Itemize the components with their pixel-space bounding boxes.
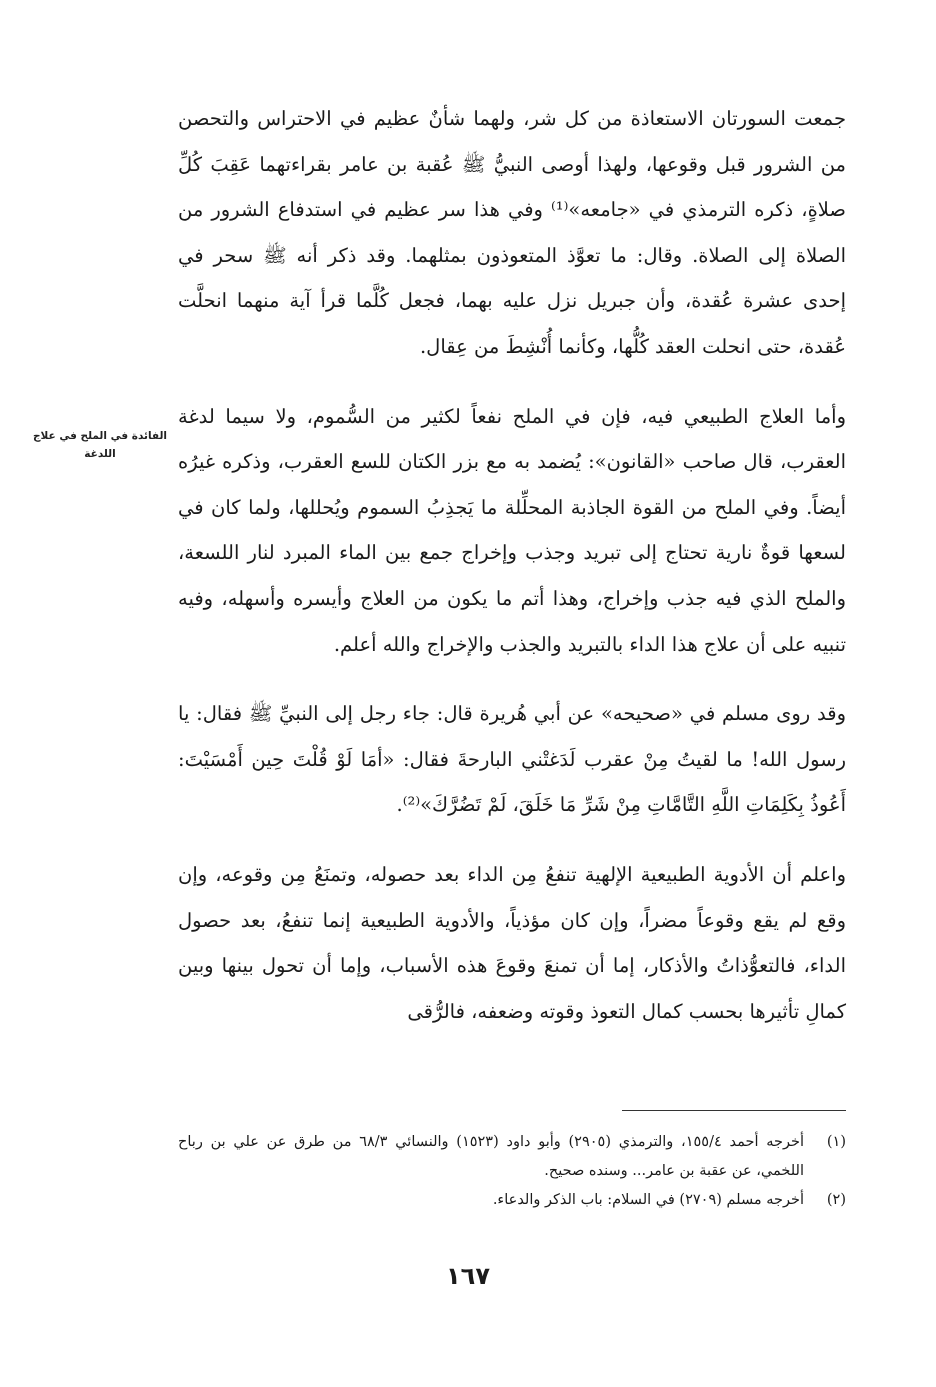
margin-note: الفائدة في الملح في علاج اللدغة [32,430,167,460]
footnote-text: أخرجه مسلم (٢٧٠٩) في السلام: باب الذكر والدعاء. [492,1192,804,1208]
main-text-body [178,96,846,1034]
paragraph-divine-remedies: واعلم أن الأدوية الطبيعية الإلهية تنفعُ مِن الداء بعد حصوله، وتمنَعُ مِن وقوعه، وإن وقع لم يقع وقوعاً مضراً، وإن كان مؤذياً، والأدوية الطبيعية إنما تنفعُ، بعد حصول الداء، فالتعوُّذاتُ والأذكار، إما أن تمنعَ وقوعَ هذه الأسباب، وإما أن تحول بينها وبين كمالِ تأثيرها بحسب كمال التعوذ وقوته وضعفه، فالرُّقى [178,862,846,1023]
footnote-1 [178,1128,846,1186]
paragraph-surahs-protection: جمعت السورتان الاستعاذة من كل شر، ولهما شأنٌ عظيم في الاحتراس والتحصن من الشرور قبل وقوعها، ولهذا أوصى النبيُّ ﷺ عُقبة بن عامر بقراءتهما عَقِبَ كُلِّ صلاةٍ، ذكره الترمذي في «جامعه»⁽¹⁾ وفي هذا سر عظيم في استدفاع الشرور من الصلاة إلى الصلاة. وقال: ما تعوَّذ المتعوذون بمثلهما. وقد ذكر أنه ﷺ سحر في إحدى عشرة عُقدة، وأن جبريل نزل عليه بهما، فجعل كُلَّما قرأ آية منهما انحلَّت عُقدة، حتى انحلت العقد كُلُّها، وكأنما أُنْشِطَ من عِقال. [178,107,846,358]
footnote-text: أخرجه أحمد ١٥٥/٤، والترمذي (٢٩٠٥) وأبو داود (١٥٢٣) والنسائي ٦٨/٣ من طرق عن علي بن رباح اللخمي، عن عقبة بن عامر... وسنده صحيح. [178,1134,804,1179]
footnotes-section [178,1128,846,1215]
footnote-2 [178,1186,846,1215]
paragraph-salt-remedy: وأما العلاج الطبيعي فيه، فإن في الملح نفعاً لكثير من السُّموم، ولا سيما لدغة العقرب، قال صاحب «القانون»: يُضمد به مع بزر الكتان للسع العقرب، وذكره غيرُه أيضاً. وفي الملح من القوة الجاذبة المحلِّلة ما يَجذِبُ السموم ويُحللها، ولما كان في لسعها قوةٌ نارية تحتاج إلى تبريد وجذب وإخراج جمع بين الماء المبرد لنار اللسعة، والملح الذي فيه جذب وإخراج، وهذا أتم ما يكون من العلاج وأيسره وأسهله، وفيه تنبيه على أن علاج هذا الداء بالتبريد والجذب والإخراج والله أعلم. [178,404,846,656]
footnote-divider [622,1110,846,1111]
footnote-number: (١) [826,1134,846,1150]
footnote-number: (٢) [826,1192,846,1208]
paragraph-hadith-scorpion: وقد روى مسلم في «صحيحه» عن أبي هُريرة قال: جاء رجل إلى النبيِّ ﷺ فقال: يا رسول الله! ما لقيتُ مِنْ عقرب لَدَغتْني البارحةَ فقال: «أمَا لَوْ قُلْتَ حِين أَمْسَيْتَ: أَعُوذُ بِكَلِمَاتِ اللَّهِ التَّامَّاتِ مِنْ شَرِّ مَا خَلَقَ، لَمْ تَضُرَّكَ»⁽²⁾. [178,702,846,817]
page-number: ١٦٧ [446,1262,490,1290]
